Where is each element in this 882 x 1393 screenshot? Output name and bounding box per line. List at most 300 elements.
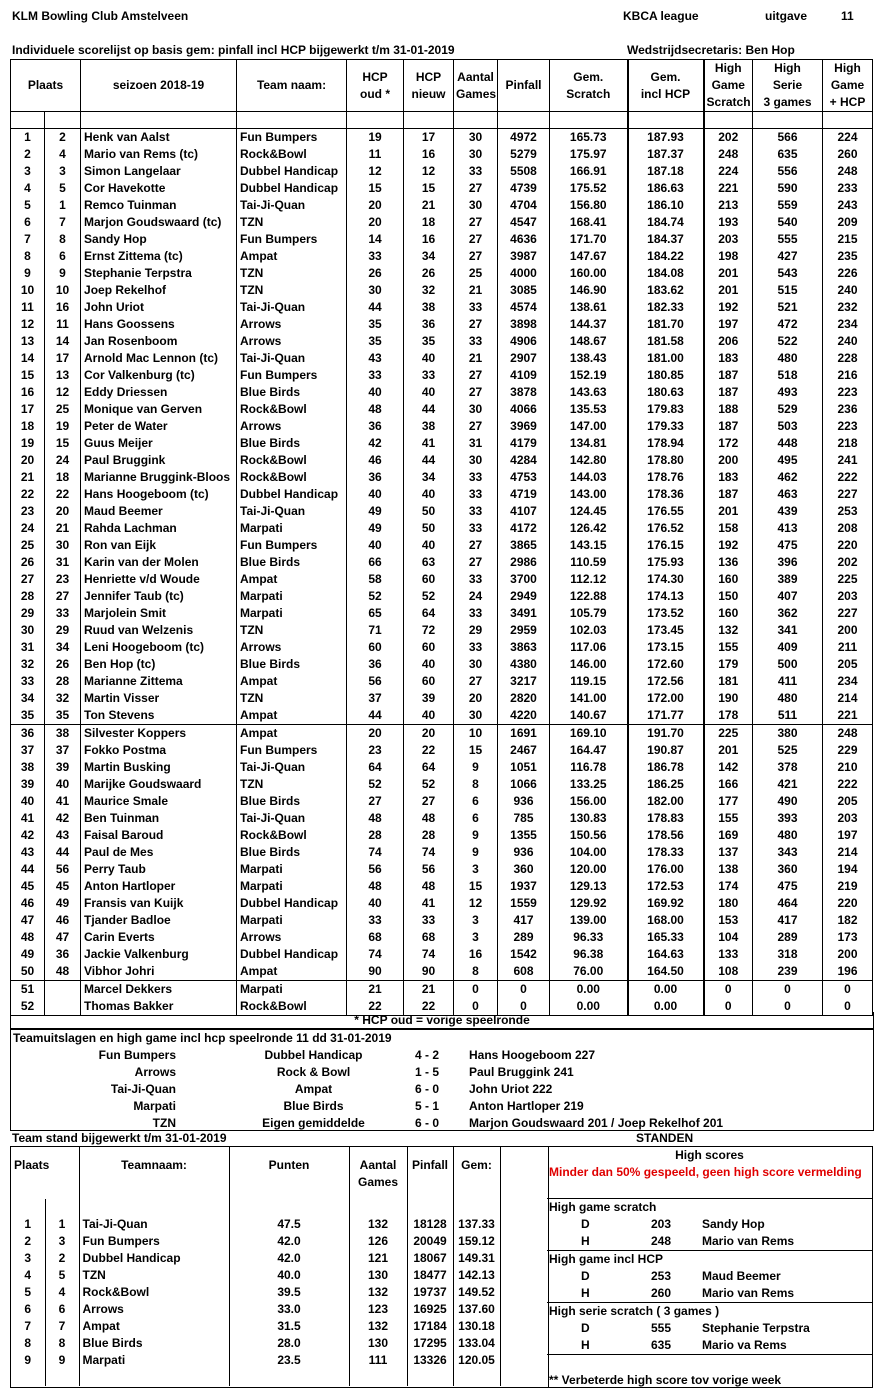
high-game-hcp: 214 [837,691,858,705]
plaats: 13 [11,333,45,350]
hcp-oud: 20 [347,214,404,231]
plaats: 45 [11,878,45,895]
high-serie: 421 [753,776,823,793]
away-team: Blue Birds [283,1099,344,1113]
pinfall: 0 [498,981,550,999]
high-serie: 360 [753,861,823,878]
stand-team: Ampat [79,1318,229,1335]
high-serie: 362 [753,605,823,622]
plaats: 51 [11,981,45,999]
gem-incl-hcp: 179.83 [628,401,704,418]
uitgave-value: 11 [841,9,854,23]
hcp-nieuw: 35 [404,333,454,350]
home-team: Fun Bumpers [98,1048,176,1062]
hcp-nieuw: 44 [404,452,454,469]
high-game-hcp: 208 [837,521,858,535]
hcp-oud: 90 [347,963,404,981]
pinfall: 0 [498,998,550,1016]
high-game-scratch: 198 [704,248,753,265]
aantal-games: 30 [454,707,498,725]
plaats: 48 [11,929,45,946]
aantal-games: 33 [454,503,498,520]
plaats: 47 [11,912,45,929]
gem-scratch: 139.00 [550,912,628,929]
hcp-nieuw: 34 [404,469,454,486]
high-game-hcp: 194 [837,862,858,876]
home-team: Arrows [134,1065,176,1079]
high-game-hcp: 234 [837,674,858,688]
table-row [11,690,873,707]
hcp-oud: 35 [347,333,404,350]
stand-aantal: 130 [349,1267,407,1284]
hcp-oud: 71 [347,622,404,639]
stand-vorige-plaats: 7 [45,1318,79,1335]
aantal-games: 20 [454,690,498,707]
high-game-scratch: 133 [704,946,753,963]
player-name: Hans Goossens [81,316,237,333]
gem-scratch: 76.00 [550,963,628,981]
gem-scratch: 146.00 [550,656,628,673]
hcp-nieuw: 72 [404,622,454,639]
hcp-oud: 56 [347,861,404,878]
team-name: Fun Bumpers [237,231,347,248]
team-name: TZN [237,282,347,299]
hcp-nieuw: 64 [404,759,454,776]
high-score-row [547,1233,872,1250]
table-row [11,333,873,350]
vorige-plaats: 39 [45,759,81,776]
stand-empty-cell [500,1301,548,1318]
pinfall: 289 [498,929,550,946]
hcp-nieuw: 27 [404,793,454,810]
vorige-plaats: 2 [45,129,81,147]
stand-gem: 133.04 [453,1335,500,1352]
aantal-games: 3 [454,912,498,929]
gem-incl-hcp: 183.62 [628,282,704,299]
plaats: 5 [11,197,45,214]
high-game-hcp: 221 [823,707,873,725]
pinfall: 2907 [498,350,550,367]
club-title: KLM Bowling Club Amstelveen [12,9,189,23]
vorige-plaats: 36 [45,946,81,963]
high-game-hcp: 209 [837,215,858,229]
player-name: Jan Rosenboom [81,333,237,350]
player-name: Ruud van Welzenis [81,622,237,639]
pinfall: 4284 [498,452,550,469]
pinfall: 2959 [498,622,550,639]
hcp-oud: 40 [347,537,404,554]
aantal-games: 33 [454,299,498,316]
gem-scratch: 133.25 [550,776,628,793]
team-name: Rock&Bowl [237,146,347,163]
hcp-nieuw: 32 [404,282,454,299]
player-name: Vibhor Johri [81,963,237,981]
team-name: Tai-Ji-Quan [237,810,347,827]
vorige-plaats: 22 [45,486,81,503]
hcp-oud: 11 [347,146,404,163]
pinfall: 936 [498,844,550,861]
stand-gem: 137.60 [453,1301,500,1318]
stand-aantal: 111 [349,1352,407,1369]
aantal-games: 30 [454,129,498,147]
hcp-oud: 40 [347,895,404,912]
high-serie: 462 [753,469,823,486]
player-name: Silvester Koppers [81,725,237,743]
high-serie: 529 [753,401,823,418]
team-name: Blue Birds [237,435,347,452]
pinfall: 608 [498,963,550,981]
team-name: Dubbel Handicap [237,486,347,503]
home-team: Marpati [133,1099,176,1113]
hcp-nieuw: 26 [404,265,454,282]
plaats: 44 [11,861,45,878]
gem-incl-hcp: 0.00 [628,998,704,1016]
aantal-games: 27 [454,248,498,265]
high-game-scratch: 187 [704,418,753,435]
hcp-nieuw: 18 [404,214,454,231]
stand-empty-cell [500,1216,548,1233]
aantal-games: 31 [454,435,498,452]
gem-scratch: 120.00 [550,861,628,878]
high-score-type: H [581,1234,590,1248]
team-result-row [11,1064,873,1081]
high-score-value: 260 [651,1286,672,1300]
hcp-nieuw: 40 [404,537,454,554]
aantal-games: 9 [454,827,498,844]
high-score-player: Sandy Hop [702,1217,765,1231]
gem-incl-hcp: 186.78 [628,759,704,776]
stand-punten: 40.0 [229,1267,349,1284]
high-game-scratch: 202 [704,129,753,147]
team-name: Tai-Ji-Quan [237,299,347,316]
team-name: Ampat [237,963,347,981]
plaats: 9 [11,265,45,282]
gem-incl-hcp: 173.15 [628,639,704,656]
high-game-hcp: 215 [837,232,858,246]
team-name: Fun Bumpers [237,537,347,554]
high-game-scratch: 190 [704,690,753,707]
table-row [11,963,873,981]
vorige-plaats: 26 [45,656,81,673]
table-row [11,844,873,861]
aantal-games: 33 [454,486,498,503]
high-game-hcp: 0 [823,998,873,1016]
high-game-scratch: 179 [704,656,753,673]
team-name: Ampat [237,248,347,265]
plaats: 21 [11,469,45,486]
team-name: Rock&Bowl [237,998,347,1016]
player-name: Hans Hoogeboom (tc) [81,486,237,503]
hcp-nieuw: 15 [404,180,454,197]
team-name: Marpati [237,605,347,622]
aantal-games: 27 [454,418,498,435]
hcp-oud: 43 [347,350,404,367]
hcp-oud: 20 [347,725,404,743]
gem-incl-hcp: 186.63 [628,180,704,197]
high-game-scratch: 138 [704,861,753,878]
high-game-hcp: 240 [837,283,858,297]
vorige-plaats: 30 [45,537,81,554]
high-serie: 475 [753,878,823,895]
gem-incl-hcp: 181.58 [628,333,704,350]
high-game-scratch: 181 [704,673,753,690]
high-game-hcp: 220 [837,538,858,552]
hcp-nieuw: 74 [404,844,454,861]
stand-row [11,1216,548,1233]
table-row [11,605,873,622]
hcp-nieuw: 34 [404,248,454,265]
high-game-hcp: 260 [837,147,858,161]
high-game-scratch: 172 [704,435,753,452]
plaats: 36 [11,725,45,743]
hcp-nieuw: 52 [404,776,454,793]
vorige-plaats: 38 [45,725,81,743]
high-score-row [547,1216,872,1233]
gem-incl-hcp: 174.13 [628,588,704,605]
hcp-oud: 14 [347,231,404,248]
stand-empty-cell [500,1267,548,1284]
high-game-scratch: 0 [704,998,753,1016]
aantal-games: 8 [454,963,498,981]
pinfall: 4719 [498,486,550,503]
pinfall: 4066 [498,401,550,418]
col-gem-scratch: Gem. Scratch [550,60,628,112]
vorige-plaats: 33 [45,605,81,622]
high-game: Paul Bruggink 241 [469,1065,574,1079]
hcp-oud: 23 [347,742,404,759]
gem-incl-hcp: 187.93 [628,129,704,147]
team-name: Marpati [237,912,347,929]
high-serie: 500 [753,656,823,673]
gem-scratch: 130.83 [550,810,628,827]
hcp-nieuw: 74 [404,946,454,963]
table-row [11,810,873,827]
plaats: 8 [11,248,45,265]
high-game-scratch: 137 [704,844,753,861]
plaats: 38 [11,759,45,776]
pinfall: 936 [498,793,550,810]
stand-aantal: 132 [349,1284,407,1301]
team-name: Blue Birds [237,793,347,810]
uitgave-label: uitgave [765,9,808,23]
hcp-nieuw: 21 [404,197,454,214]
pinfall: 785 [498,810,550,827]
gem-incl-hcp: 178.36 [628,486,704,503]
team-result-row [11,1098,873,1115]
gem-scratch: 175.97 [550,146,628,163]
stand-empty-cell [500,1318,548,1335]
plaats: 52 [11,998,45,1016]
col-plaats: Plaats [11,60,81,112]
aantal-games: 0 [454,998,498,1016]
hcp-oud: 19 [347,129,404,147]
high-game-scratch: 158 [704,520,753,537]
hcp-oud: 36 [347,418,404,435]
vorige-plaats: 4 [45,146,81,163]
gem-incl-hcp: 184.08 [628,265,704,282]
high-serie: 480 [753,827,823,844]
stand-punten: 39.5 [229,1284,349,1301]
stand-gem: 149.31 [453,1250,500,1267]
high-game-scratch: 174 [704,878,753,895]
team-name: Blue Birds [237,656,347,673]
gem-incl-hcp: 173.45 [628,622,704,639]
high-game-hcp: 227 [837,487,858,501]
high-game-scratch: 197 [704,316,753,333]
player-name: Eddy Driessen [81,384,237,401]
stand-pinfall: 20049 [407,1233,453,1250]
stand-gem: 142.13 [453,1267,500,1284]
gem-incl-hcp: 182.33 [628,299,704,316]
high-score-section-title: High serie scratch ( 3 games ) [549,1304,720,1318]
high-serie: 380 [753,725,823,743]
team-name: Rock&Bowl [237,452,347,469]
pinfall: 3898 [498,316,550,333]
high-game-scratch: 180 [704,895,753,912]
high-game-hcp: 232 [837,300,858,314]
high-serie: 503 [753,418,823,435]
match-score: 5 - 1 [414,1099,439,1113]
vorige-plaats: 27 [45,588,81,605]
high-score-type: H [581,1338,590,1352]
hcp-oud: 48 [347,878,404,895]
stand-team: Arrows [79,1301,229,1318]
aantal-games: 10 [454,725,498,743]
team-name: Rock&Bowl [237,401,347,418]
aantal-games: 27 [454,673,498,690]
gem-scratch: 165.73 [550,129,628,147]
team-name: Blue Birds [237,384,347,401]
high-game-scratch: 224 [704,163,753,180]
high-game-hcp: 235 [837,249,858,263]
gem-scratch: 156.00 [550,793,628,810]
gem-incl-hcp: 175.93 [628,554,704,571]
hcp-oud: 22 [347,998,404,1016]
aantal-games: 29 [454,622,498,639]
table-row [11,248,873,265]
gem-incl-hcp: 164.63 [628,946,704,963]
player-name: Jennifer Taub (tc) [81,588,237,605]
high-game-hcp: 228 [837,351,858,365]
stand-gem: 149.52 [453,1284,500,1301]
high-serie: 239 [753,963,823,981]
high-game-scratch: 201 [704,503,753,520]
high-game-hcp: 218 [837,436,858,450]
high-serie: 590 [753,180,823,197]
gem-scratch: 144.03 [550,469,628,486]
player-name: Remco Tuinman [81,197,237,214]
hcp-nieuw: 21 [404,981,454,999]
team-results-table [11,1047,873,1132]
hcp-oud: 56 [347,673,404,690]
team-name: Fun Bumpers [237,129,347,147]
stand-punten: 23.5 [229,1352,349,1369]
high-scores-warning: Minder dan 50% gespeeld, geen high score vermelding [549,1165,862,1179]
col-gem-incl-hcp: Gem. incl HCP [628,60,704,112]
hcp-nieuw: 48 [404,810,454,827]
stand-plaats: 3 [11,1250,45,1267]
aantal-games: 16 [454,946,498,963]
gem-incl-hcp: 165.33 [628,929,704,946]
high-score-type: D [581,1217,590,1231]
hcp-oud: 21 [347,981,404,999]
high-score-player: Mario va Rems [702,1338,787,1352]
high-game-hcp: 203 [837,589,858,603]
hcp-oud: 30 [347,282,404,299]
gem-scratch: 122.88 [550,588,628,605]
aantal-games: 0 [454,981,498,999]
hcp-oud: 66 [347,554,404,571]
hcp-oud: 58 [347,571,404,588]
vorige-plaats: 28 [45,673,81,690]
table-row [11,622,873,639]
hcp-nieuw: 22 [404,998,454,1016]
stand-pinfall: 17295 [407,1335,453,1352]
team-name: Rock&Bowl [237,469,347,486]
aantal-games: 30 [454,197,498,214]
gem-scratch: 160.00 [550,265,628,282]
vorige-plaats: 15 [45,435,81,452]
stand-pinfall: 18477 [407,1267,453,1284]
player-name: Fransis van Kuijk [81,895,237,912]
high-game-scratch: 0 [704,981,753,999]
plaats: 18 [11,418,45,435]
plaats: 29 [11,605,45,622]
high-serie: 559 [753,197,823,214]
gem-incl-hcp: 172.53 [628,878,704,895]
high-score-type: H [581,1286,590,1300]
stand-plaats: 6 [11,1301,45,1318]
high-serie: 464 [753,895,823,912]
gem-scratch: 147.67 [550,248,628,265]
gem-scratch: 129.13 [550,878,628,895]
gem-scratch: 112.12 [550,571,628,588]
vorige-plaats: 12 [45,384,81,401]
high-serie: 409 [753,639,823,656]
col-seizoen: seizoen 2018-19 [81,60,237,112]
hcp-oud: 74 [347,946,404,963]
gem-incl-hcp: 176.15 [628,537,704,554]
high-game-hcp: 200 [837,623,858,637]
table-row [11,520,873,537]
stand-pinfall: 16925 [407,1301,453,1318]
high-game-hcp: 197 [837,828,858,842]
plaats: 40 [11,793,45,810]
high-serie: 480 [753,350,823,367]
high-game-scratch: 192 [704,537,753,554]
high-serie: 555 [753,231,823,248]
gem-scratch: 147.00 [550,418,628,435]
stand-row [11,1301,548,1318]
high-game-scratch: 188 [704,401,753,418]
gem-incl-hcp: 187.37 [628,146,704,163]
player-name: Marianne Zittema [81,673,237,690]
aantal-games: 27 [454,554,498,571]
high-game-hcp: 223 [837,419,858,433]
stand-col-punten: Punten [229,1147,349,1199]
hcp-oud: 40 [347,384,404,401]
player-name: Henk van Aalst [81,129,237,147]
vorige-plaats: 45 [45,878,81,895]
hcp-nieuw: 41 [404,435,454,452]
hcp-nieuw: 48 [404,878,454,895]
aantal-games: 3 [454,861,498,878]
away-team: Ampat [294,1082,333,1096]
stand-punten: 47.5 [229,1216,349,1233]
team-results [10,1029,874,1131]
stand-punten: 33.0 [229,1301,349,1318]
high-serie: 318 [753,946,823,963]
